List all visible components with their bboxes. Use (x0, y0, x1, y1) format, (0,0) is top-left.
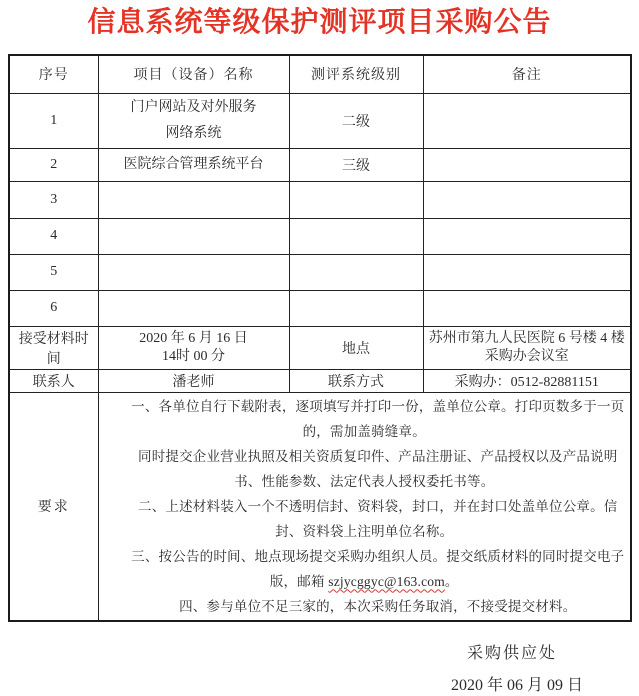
requirement-item-2: 二、上述材料装入一个不透明信封、资料袋，封口，并在封口处盖单位公章。信封、资料袋上注明单位名称。 (138, 498, 618, 539)
requirements-label: 要求 (9, 392, 98, 621)
cell-project-name (98, 93, 289, 148)
cell-project-name (98, 218, 289, 254)
table-row (9, 254, 631, 290)
contact-row (9, 369, 631, 392)
material-time-row (9, 326, 631, 369)
contact-method-label: 联系方式 (289, 369, 423, 392)
cell-serial: 2 (9, 148, 98, 181)
cell-serial: 1 (9, 93, 98, 148)
requirement-item-3-text: 三、按公告的时间、地点现场提交采购办组织人员。提交纸质材料的同时提交电子版，邮箱 (131, 548, 625, 589)
table-row (9, 290, 631, 326)
table-row (9, 218, 631, 254)
cell-remark (423, 254, 631, 290)
cell-evaluation-level (289, 181, 423, 218)
column-header-evaluation-level: 测评系统级别 (289, 55, 423, 93)
requirement-item-1: 一、各单位自行下载附表，逐项填写并打印一份，盖单位公章。打印页数多于一页的，需加盖骑缝章。 (131, 398, 625, 439)
contact-method-value: 采购办：0512-82881151 (423, 369, 631, 392)
cell-evaluation-level (289, 254, 423, 290)
requirement-item-4: 四、参与单位不足三家的，本次采购任务取消，不接受提交材料。 (179, 598, 577, 614)
page-title: 信息系统等级保护测评项目采购公告 (87, 7, 552, 38)
contact-person-value: 潘老师 (98, 369, 289, 392)
project-name-line: 门户网站及对外服务 (130, 99, 257, 115)
cell-serial: 6 (9, 290, 98, 326)
requirements-body (98, 392, 631, 621)
cell-project-name (98, 181, 289, 218)
cell-remark (423, 181, 631, 218)
cell-remark (423, 218, 631, 254)
issuing-department: 采购供应处 (466, 644, 557, 662)
cell-evaluation-level (289, 218, 423, 254)
column-header-serial: 序号 (9, 55, 98, 93)
cell-evaluation-level: 二级 (289, 93, 423, 148)
material-time-date: 2020 年 6 月 16 日 (139, 330, 248, 346)
cell-evaluation-level: 三级 (289, 148, 423, 181)
place-label: 地点 (289, 326, 423, 369)
document-footer (0, 644, 639, 696)
project-name-line: 网络系统 (165, 125, 222, 141)
requirements-row (9, 392, 631, 621)
contact-person-label: 联系人 (9, 369, 98, 392)
column-header-project-name: 项目（设备）名称 (98, 55, 289, 93)
cell-serial: 4 (9, 218, 98, 254)
column-header-remark: 备注 (423, 55, 631, 93)
cell-evaluation-level (289, 290, 423, 326)
material-time-label: 接受材料时间 (9, 326, 98, 369)
cell-serial: 3 (9, 181, 98, 218)
cell-remark (423, 93, 631, 148)
project-name-line: 医院综合管理系统平台 (123, 156, 264, 172)
issue-date: 2020 年 06 月 09 日 (450, 676, 583, 694)
cell-serial: 5 (9, 254, 98, 290)
table-row (9, 93, 631, 148)
place-room-line: 采购办会议室 (484, 348, 569, 364)
place-value (423, 326, 631, 369)
requirement-item-3 (103, 544, 627, 594)
material-time-clock: 14时 00 分 (162, 348, 225, 364)
cell-project-name (98, 148, 289, 181)
cell-remark (423, 290, 631, 326)
table-header-row (9, 55, 631, 93)
cell-project-name (98, 290, 289, 326)
cell-project-name (98, 254, 289, 290)
requirement-item-1b: 同时提交企业营业执照及相关资质复印件、产品注册证、产品授权以及产品说明书、性能参数、法定代表人授权委托书等。 (138, 448, 618, 489)
material-time-value (98, 326, 289, 369)
email-address: szjycggyc@163.com (328, 573, 445, 589)
requirement-item-3-period: 。 (444, 573, 459, 589)
place-address-line: 苏州市第九人民医院 6 号楼 4 楼 (428, 330, 625, 346)
table-row (9, 181, 631, 218)
table-row (9, 148, 631, 181)
announcement-table (8, 54, 632, 622)
cell-remark (423, 148, 631, 181)
